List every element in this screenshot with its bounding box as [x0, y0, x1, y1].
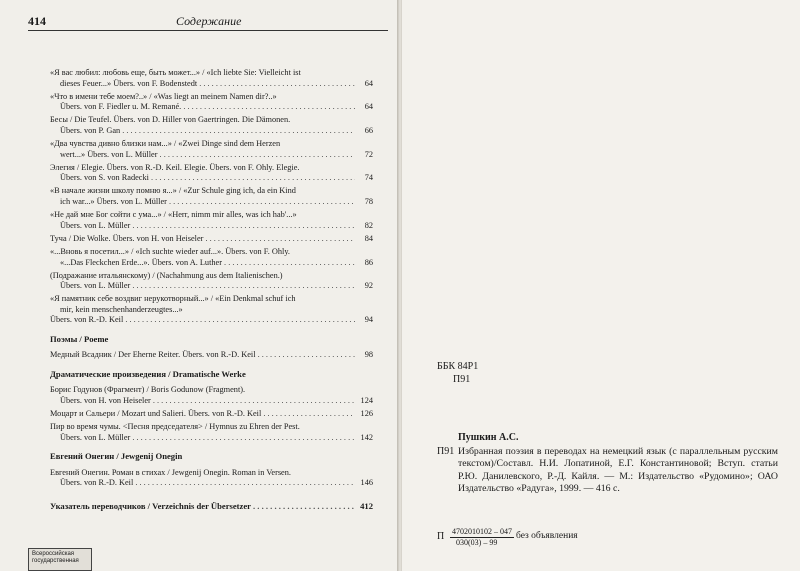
table-of-contents: [50, 68, 373, 514]
running-title: Содержание: [176, 14, 242, 28]
toc-page-number: 94: [364, 315, 373, 325]
right-page: [402, 0, 800, 571]
toc-page-number: 72: [364, 149, 373, 159]
section-heading-poems: Поэмы / Poeme: [50, 333, 109, 344]
toc-page-number: 78: [364, 196, 373, 206]
toc-entry: «Два чувства дивно близки нам...» / «Zwei Dinge sind dem Herzen wert...» Übers. von L. Müller . . . 72: [50, 139, 373, 160]
toc-entry: (Подражание итальянскому) / (Nachahmung aus dem Italienischen.) Übers. von L. Müller . . . 92: [50, 271, 373, 292]
section-heading-drama: Драматические произведения / Dramatische Werke: [50, 368, 246, 379]
isbn-letter: П: [437, 531, 445, 542]
bibliographic-description: Избранная поэзия в переводах на немецкий язык (с параллельным русским текстом)/Составл. Н.И. Лопатиной, Е.Г. Константиновой; Вступ. статьи Р.Ю. Данилевского, Р.-Д. Кайля. — М.: Издательство «Рудомино»; ОАО Издательство «Радуга», 1999. — 416 с.: [458, 446, 778, 494]
toc-page-number: 98: [364, 350, 373, 360]
page-number: 414: [28, 14, 46, 28]
toc-entry: Медный Всадник / Der Eherne Reiter. Übers. von R.-D. Keil . . . 98: [50, 350, 373, 361]
toc-page-number: 64: [364, 102, 373, 112]
section-heading-onegin: Евгений Онегин / Jewgenij Onegin: [50, 451, 183, 462]
author-name: Пушкин А.С.: [458, 432, 519, 443]
toc-page-number: 74: [364, 173, 373, 183]
toc-page-number: 412: [360, 500, 373, 511]
toc-entry: Элегия / Elegie. Übers. von R.-D. Keil. Elegie. Übers. von F. Ohly. Elegie. Übers. von S. von Radecki . . . 74: [50, 163, 373, 184]
toc-entry: «...Вновь я посетил...» / «Ich suchte wieder auf...». Übers. von F. Ohly. «...Das Fleckchen Erde...». Übers. von A. Luther . . . 86: [50, 247, 373, 268]
no-advertisement-note: без объявления: [516, 531, 578, 541]
toc-entry: «В начале жизни школу помню я...» / «Zur Schule ging ich, da ein Kind ich war...» Übers. von L. Müller . . . 78: [50, 186, 373, 207]
toc-entry: Пир во время чумы. <Песня председателя> / Hymnus zu Ehren der Pest. Übers. von L. Müller . . . 142: [50, 422, 373, 443]
left-page: [0, 0, 398, 571]
toc-page-number: 86: [364, 257, 373, 267]
toc-entry: «Не дай мне Бог сойти с ума...» / «Herr, nimm mir alles, was ich hab'...» Übers. von L. Müller . . . 82: [50, 210, 373, 231]
catalog-fraction: $\frac{4702010102 - 047}{030(03) - 99}$: [452, 527, 512, 547]
bbk-classification: ББК 84Р1 П91: [437, 361, 479, 385]
toc-entry: Евгений Онегин. Роман в стихах / Jewgenij Onegin. Roman in Versen. Übers. von R.-D. Keil . . . 146: [50, 468, 373, 489]
index-code: П91: [437, 446, 455, 457]
toc-entry: «Я памятник себе воздвиг нерукотворный...» / «Ein Denkmal schuf ich mir, kein menschenhanderzeugtes...» Übers. von R.-D. Keil . . . 94: [50, 294, 373, 326]
toc-entry: Моцарт и Сальери / Mozart und Salieri. Übers. von R.-D. Keil . . . 126: [50, 409, 373, 420]
toc-page-number: 92: [364, 281, 373, 291]
toc-page-number: 82: [364, 220, 373, 230]
toc-entry: Борис Годунов (Фрагмент) / Boris Godunow (Fragment). Übers. von H. von Heiseler . . . 124: [50, 385, 373, 406]
toc-entry: «Я вас любил: любовь еще, быть может...» / «Ich liebte Sie: Vielleicht ist dieses Feuer...» Übers. von F. Bodenstedt . . . 64: [50, 68, 373, 89]
toc-entry: «Что в имени тебе моем?..» / «Was liegt an meinem Namen dir?..» Übers. von F. Fiedler u. M. Remané. . . . 64: [50, 92, 373, 113]
toc-page-number: 146: [360, 478, 373, 488]
toc-entry: Бесы / Die Teufel. Übers. von D. Hiller von Gaertringen. Die Dämonen. Übers. von P. Gan . . . 66: [50, 115, 373, 136]
running-header: [28, 12, 388, 31]
toc-page-number: 124: [360, 395, 373, 405]
toc-page-number: 84: [364, 233, 373, 243]
toc-page-number: 64: [364, 78, 373, 88]
library-stamp: Всероссийская государственная: [28, 548, 92, 571]
toc-page-number: 126: [360, 409, 373, 419]
toc-entry-translator-index: Указатель переводчиков / Verzeichnis der Übersetzer . . . 412: [50, 501, 373, 512]
toc-page-number: 66: [364, 125, 373, 135]
toc-entry: Туча / Die Wolke. Übers. von H. von Heiseler . . . 84: [50, 234, 373, 245]
toc-page-number: 142: [360, 432, 373, 442]
